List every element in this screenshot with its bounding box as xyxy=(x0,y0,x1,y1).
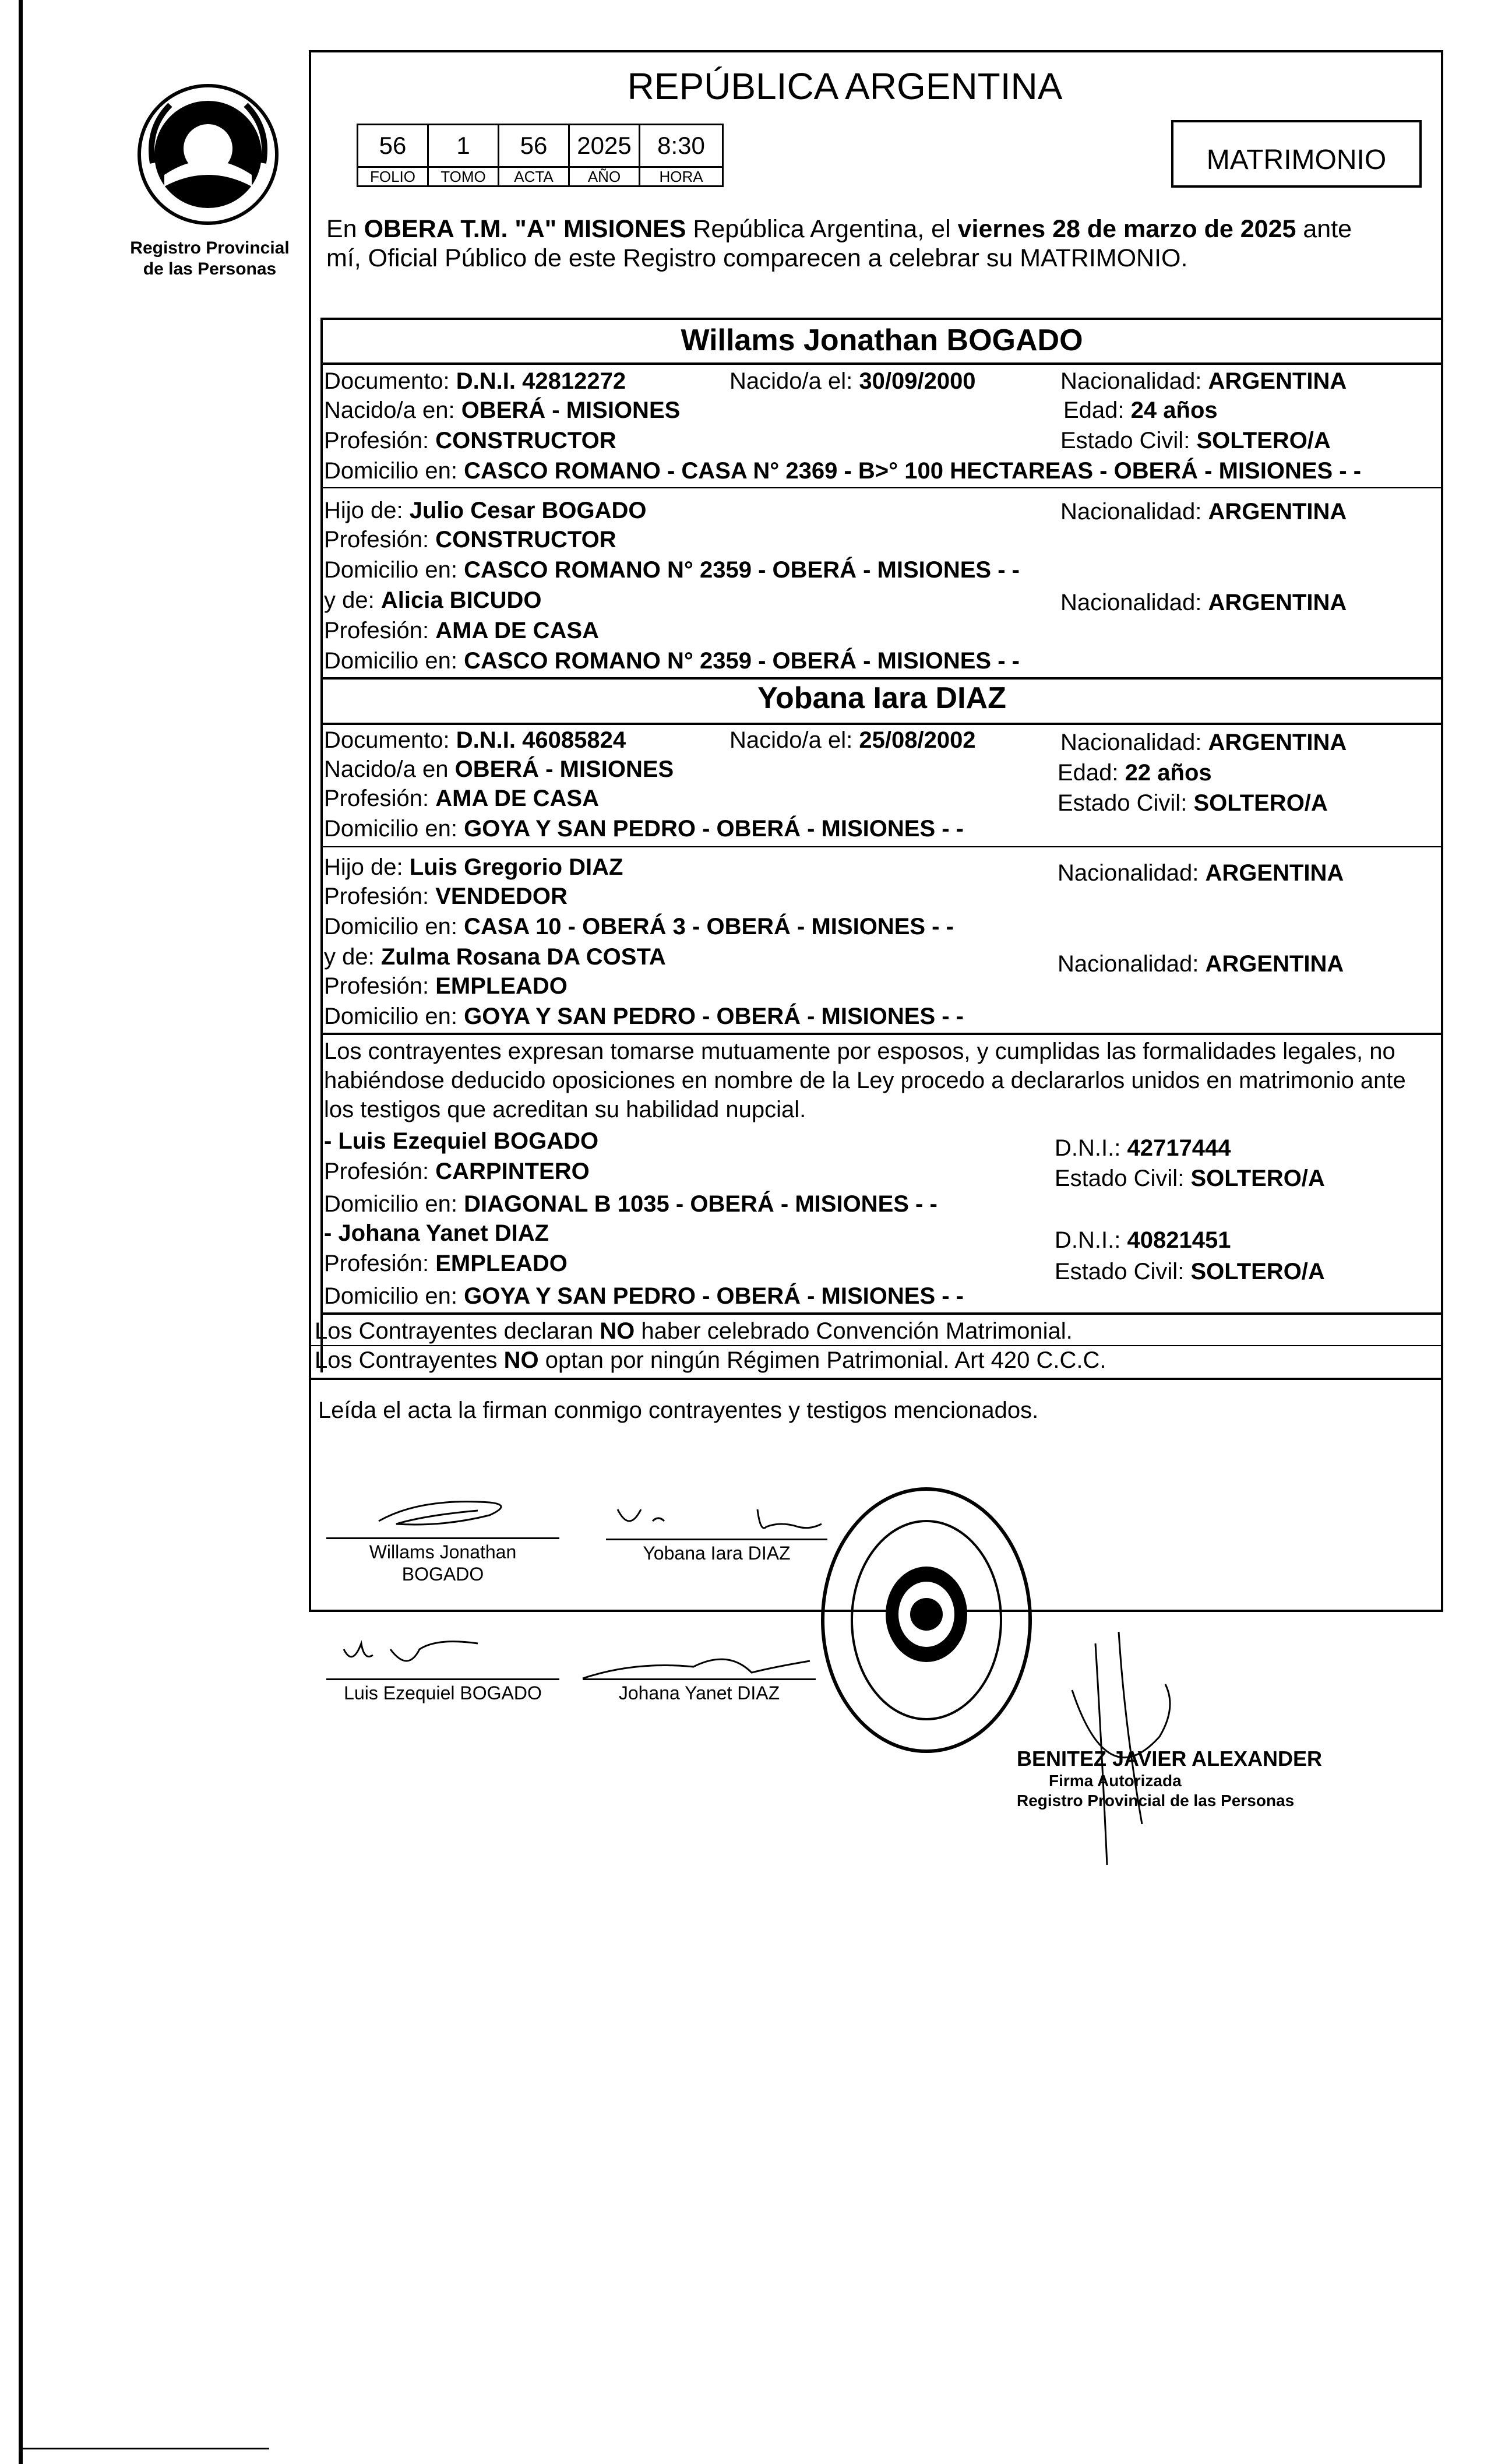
groom-mother-nat: Nacionalidad: ARGENTINA xyxy=(1060,590,1347,615)
bride-doc: Documento: D.N.I. 46085824 xyxy=(324,727,626,753)
witness1-dni: D.N.I.: 42717444 xyxy=(1055,1135,1231,1161)
officer-name: BENITEZ JAVIER ALEXANDER xyxy=(1017,1747,1323,1770)
witness1-signature xyxy=(338,1626,501,1678)
groom-father: Hijo de: Julio Cesar BOGADO xyxy=(324,498,647,523)
bride-name: Yobana Iara DIAZ xyxy=(757,681,1006,715)
witness2-name: - Johana Yanet DIAZ xyxy=(324,1220,549,1246)
officer-role: Firma Autorizada xyxy=(1049,1772,1182,1790)
registry-table xyxy=(357,124,724,187)
groom-name: Willams Jonathan BOGADO xyxy=(681,323,1083,357)
bride-prof: Profesión: AMA DE CASA xyxy=(324,786,599,811)
witness1-prof: Profesión: CARPINTERO xyxy=(324,1159,590,1184)
hora-value: 8:30 xyxy=(640,125,723,167)
signature-line xyxy=(326,1678,559,1680)
witness2-prof: Profesión: EMPLEADO xyxy=(324,1251,568,1276)
groom-addr: Domicilio en: CASCO ROMANO - CASA N° 2369 - B>° 100 HECTAREAS - OBERÁ - MISIONES - - xyxy=(324,458,1362,484)
folio-label: FOLIO xyxy=(358,167,428,186)
divider xyxy=(320,846,1443,847)
groom-mother: y de: Alicia BICUDO xyxy=(324,587,542,613)
intro-line2: mí, Oficial Público de este Registro comparecen a celebrar su MATRIMONIO. xyxy=(326,244,1188,272)
bride-civil: Estado Civil: SOLTERO/A xyxy=(1058,790,1328,816)
bride-father-nat: Nacionalidad: ARGENTINA xyxy=(1058,860,1344,886)
bride-father: Hijo de: Luis Gregorio DIAZ xyxy=(324,854,623,880)
groom-sig-name2: BOGADO xyxy=(401,1564,484,1585)
groom-mother-addr: Domicilio en: CASCO ROMANO N° 2359 - OBERÁ - MISIONES - - xyxy=(324,648,1020,674)
declaration-line2: habiéndose deducido oposiciones en nombre de la Ley procedo a declararlos unidos en matrimonio ante xyxy=(324,1068,1406,1093)
page-title: REPÚBLICA ARGENTINA xyxy=(627,65,1063,107)
convention-line2: Los Contrayentes NO optan por ningún Régimen Patrimonial. Art 420 C.C.C. xyxy=(315,1347,1106,1373)
officer-office: Registro Provincial de las Personas xyxy=(1017,1791,1295,1810)
witness2-civil: Estado Civil: SOLTERO/A xyxy=(1055,1259,1325,1284)
groom-prof: Profesión: CONSTRUCTOR xyxy=(324,428,616,453)
witness1-addr: Domicilio en: DIAGONAL B 1035 - OBERÁ - MISIONES - - xyxy=(324,1191,937,1217)
bride-addr: Domicilio en: GOYA Y SAN PEDRO - OBERÁ - MISIONES - - xyxy=(324,816,964,842)
groom-doc: Documento: D.N.I. 42812272 xyxy=(324,368,626,394)
closing-text: Leída el acta la firman conmigo contrayentes y testigos mencionados. xyxy=(318,1398,1039,1423)
witness1-sig-name: Luis Ezequiel BOGADO xyxy=(344,1682,542,1703)
certificate-type-box xyxy=(1171,120,1422,188)
folio-value: 56 xyxy=(358,125,428,167)
bride-age: Edad: 22 años xyxy=(1058,760,1212,786)
groom-father-prof: Profesión: CONSTRUCTOR xyxy=(324,527,616,552)
bride-sig-name: Yobana Iara DIAZ xyxy=(643,1543,791,1564)
signature-line xyxy=(583,1678,816,1680)
divider xyxy=(309,1378,1443,1380)
divider xyxy=(320,1033,1443,1035)
ano-label: AÑO xyxy=(569,167,640,186)
divider xyxy=(320,487,1443,488)
groom-birth: Nacido/a el: 30/09/2000 xyxy=(729,368,976,394)
groom-signature xyxy=(373,1492,524,1539)
ano-value: 2025 xyxy=(569,125,640,167)
groom-sig-name1: Willams Jonathan xyxy=(369,1541,517,1562)
divider xyxy=(320,362,1443,365)
groom-civil: Estado Civil: SOLTERO/A xyxy=(1060,428,1331,453)
margin-rule xyxy=(19,0,23,2464)
bride-place: Nacido/a en OBERÁ - MISIONES xyxy=(324,756,674,782)
footer-rule xyxy=(19,2448,269,2449)
convention-line1: Los Contrayentes declaran NO haber celebrado Convención Matrimonial. xyxy=(315,1318,1073,1344)
groom-father-nat: Nacionalidad: ARGENTINA xyxy=(1060,499,1347,525)
hora-label: HORA xyxy=(640,167,723,186)
bride-nat: Nacionalidad: ARGENTINA xyxy=(1060,730,1347,755)
witness2-dni: D.N.I.: 40821451 xyxy=(1055,1227,1231,1253)
province-seal-logo xyxy=(129,76,287,233)
certificate-type: MATRIMONIO xyxy=(1206,145,1387,175)
divider xyxy=(320,1312,1443,1315)
official-stamp xyxy=(816,1480,1037,1760)
signature-line xyxy=(606,1539,827,1540)
intro-line1: En OBERA T.M. "A" MISIONES República Argentina, el viernes 28 de marzo de 2025 ante xyxy=(326,215,1352,243)
bride-signature xyxy=(606,1498,827,1544)
witness2-sig-name: Johana Yanet DIAZ xyxy=(618,1682,780,1703)
bride-birth: Nacido/a el: 25/08/2002 xyxy=(729,727,976,753)
witness1-name: - Luis Ezequiel BOGADO xyxy=(324,1128,599,1154)
bride-father-addr: Domicilio en: CASA 10 - OBERÁ 3 - OBERÁ - MISIONES - - xyxy=(324,914,954,939)
divider xyxy=(320,723,1443,725)
signature-line xyxy=(326,1537,559,1539)
agency-name-line1: Registro Provincial xyxy=(130,238,290,258)
bride-father-prof: Profesión: VENDEDOR xyxy=(324,883,568,909)
agency-name-line2: de las Personas xyxy=(143,259,277,279)
bride-mother-nat: Nacionalidad: ARGENTINA xyxy=(1058,951,1344,977)
groom-mother-prof: Profesión: AMA DE CASA xyxy=(324,618,599,643)
acta-value: 56 xyxy=(499,125,569,167)
bride-mother-prof: Profesión: EMPLEADO xyxy=(324,973,568,999)
bride-mother-addr: Domicilio en: GOYA Y SAN PEDRO - OBERÁ - MISIONES - - xyxy=(324,1004,964,1029)
groom-age: Edad: 24 años xyxy=(1063,397,1218,423)
groom-place: Nacido/a en: OBERÁ - MISIONES xyxy=(324,397,681,423)
divider-vertical xyxy=(320,318,323,1372)
declaration-line1: Los contrayentes expresan tomarse mutuamente por esposos, y cumplidas las formalidades legales, no xyxy=(324,1039,1395,1064)
acta-label: ACTA xyxy=(499,167,569,186)
bride-mother: y de: Zulma Rosana DA COSTA xyxy=(324,944,666,970)
divider xyxy=(320,318,1443,320)
groom-father-addr: Domicilio en: CASCO ROMANO N° 2359 - OBERÁ - MISIONES - - xyxy=(324,557,1020,583)
tomo-label: TOMO xyxy=(428,167,499,186)
declaration-line3: los testigos que acreditan su habilidad nupcial. xyxy=(324,1097,806,1122)
tomo-value: 1 xyxy=(428,125,499,167)
groom-nat: Nacionalidad: ARGENTINA xyxy=(1060,368,1347,394)
witness1-civil: Estado Civil: SOLTERO/A xyxy=(1055,1166,1325,1191)
witness2-addr: Domicilio en: GOYA Y SAN PEDRO - OBERÁ - MISIONES - - xyxy=(324,1283,964,1309)
